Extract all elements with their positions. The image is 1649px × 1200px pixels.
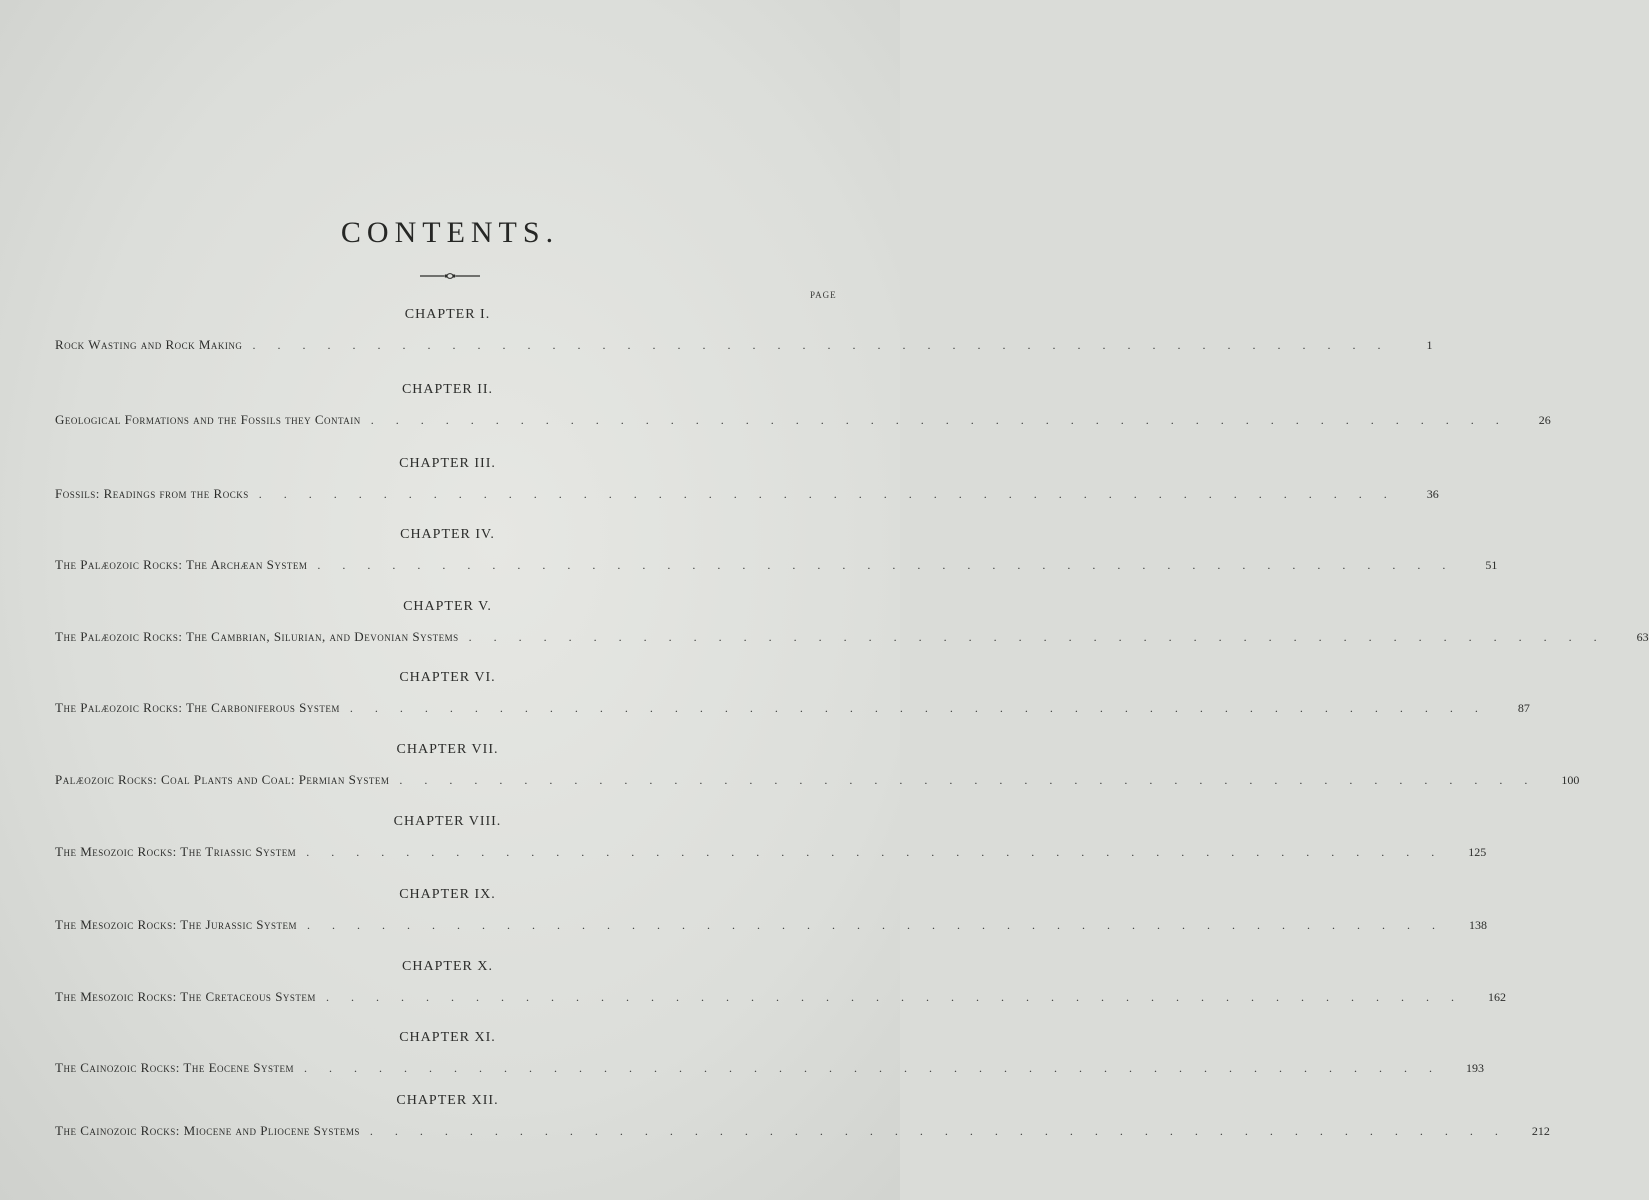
dot-leader: .............................................. [306, 845, 1457, 859]
dot-leader: .............................................. [325, 990, 1476, 1004]
chapter-title: The Mesozoic Rocks: The Jurassic System [55, 917, 298, 932]
toc-entry [55, 842, 1487, 862]
chapter-title: Rock Wasting and Rock Making [55, 337, 243, 352]
chapter-entry [55, 740, 1580, 790]
toc-entry [55, 1121, 1550, 1141]
chapter-title: The Palæozoic Rocks: The Carboniferous System [55, 700, 340, 715]
dot-leader: .............................................. [307, 918, 1458, 932]
chapter-title: Fossils: Readings from the Rocks [55, 486, 249, 501]
chapter-title: The Cainozoic Rocks: Miocene and Pliocene Systems [55, 1123, 360, 1138]
chapter-heading: CHAPTER XII. [396, 1093, 499, 1108]
dot-leader: .............................................. [349, 701, 1500, 715]
page-number: 1 [1426, 338, 1433, 352]
chapter-title: Geological Formations and the Fossils they Contain [55, 412, 361, 427]
chapter-entry [55, 812, 1487, 862]
chapter-heading: CHAPTER II. [401, 382, 494, 397]
chapter-heading: CHAPTER VII. [396, 742, 499, 757]
toc-entry [55, 1058, 1485, 1078]
dot-leader: .............................................. [252, 338, 1403, 352]
page-number: 125 [1468, 845, 1487, 859]
page-number: 51 [1485, 558, 1498, 572]
toc-entry [55, 915, 1488, 935]
chapter-heading: CHAPTER IX. [399, 887, 496, 902]
page-number: 212 [1531, 1124, 1550, 1138]
page-number: 63 [1636, 630, 1649, 644]
chapter-title: The Mesozoic Rocks: The Cretaceous System [55, 989, 316, 1004]
page-number: 26 [1538, 413, 1551, 427]
chapter-heading: CHAPTER III. [399, 456, 496, 471]
toc-entry [55, 484, 1439, 504]
chapter-entry [55, 885, 1488, 935]
chapter-entry [55, 957, 1506, 1007]
chapter-entry [55, 1091, 1550, 1141]
toc-entry [55, 335, 1433, 355]
dot-leader: .............................................. [468, 630, 1619, 644]
dot-leader: .............................................. [399, 773, 1550, 787]
page-number: 100 [1561, 773, 1580, 787]
page-title: CONTENTS. [340, 216, 560, 249]
page-number: 87 [1517, 701, 1530, 715]
title-ornament [420, 270, 480, 282]
toc-entry [55, 410, 1551, 430]
page-number: 36 [1426, 487, 1439, 501]
chapter-title: Palæozoic Rocks: Coal Plants and Coal: Permian System [55, 772, 390, 787]
chapter-title: The Cainozoic Rocks: The Eocene System [55, 1060, 295, 1075]
chapter-entry [55, 380, 1551, 430]
chapter-entry [55, 525, 1498, 575]
chapter-entry [55, 454, 1439, 504]
chapter-title: The Palæozoic Rocks: The Archæan System [55, 557, 308, 572]
chapter-heading: CHAPTER I. [404, 307, 491, 322]
dot-leader: .............................................. [369, 1124, 1520, 1138]
toc-entry [55, 987, 1506, 1007]
chapter-heading: CHAPTER X. [402, 959, 493, 974]
toc-entry [55, 627, 1649, 647]
page-number: 193 [1466, 1061, 1485, 1075]
chapter-entry [55, 305, 1433, 355]
chapter-entry [55, 1028, 1485, 1078]
dot-leader: .............................................. [370, 413, 1521, 427]
page-column-label: PAGE [810, 290, 837, 300]
dot-leader: .............................................. [304, 1061, 1455, 1075]
page-number: 162 [1487, 990, 1506, 1004]
toc-entry [55, 698, 1530, 718]
toc-entry [55, 555, 1498, 575]
chapter-title: The Mesozoic Rocks: The Triassic System [55, 844, 297, 859]
toc-entry [55, 770, 1580, 790]
dot-leader: .............................................. [258, 487, 1409, 501]
chapter-entry [55, 597, 1649, 647]
chapter-title: The Palæozoic Rocks: The Cambrian, Silurian, and Devonian Systems [55, 629, 459, 644]
chapter-entry [55, 668, 1530, 718]
dot-leader: .............................................. [317, 558, 1468, 572]
chapter-heading: CHAPTER VIII. [393, 814, 502, 829]
chapter-heading: CHAPTER VI. [399, 670, 496, 685]
chapter-heading: CHAPTER IV. [400, 527, 495, 542]
chapter-heading: CHAPTER XI. [399, 1030, 496, 1045]
chapter-heading: CHAPTER V. [403, 599, 492, 614]
page-number: 138 [1469, 918, 1488, 932]
